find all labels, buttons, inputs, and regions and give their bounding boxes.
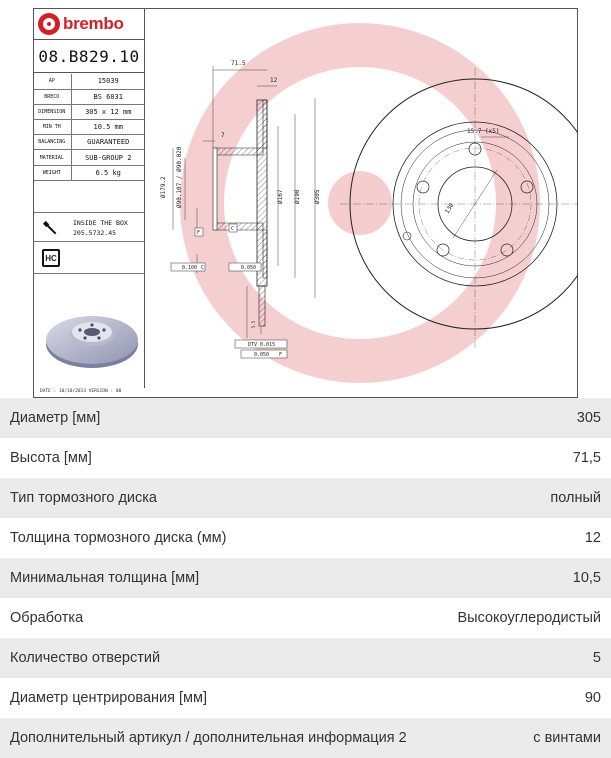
tol-a-ref: C	[201, 265, 205, 271]
dim-167: Ø167	[277, 189, 284, 204]
dim-thickness: 12	[270, 77, 278, 84]
spec-value: 12	[584, 530, 601, 546]
spec-table-value: SUB-GROUP 2	[71, 150, 145, 165]
spec-table-key: MIN TH	[33, 120, 71, 135]
date-version: DATE : 10/10/2013 VERSION : 00	[40, 389, 122, 394]
spec-label: Высота [мм]	[10, 450, 92, 466]
dim-offset: 7	[221, 132, 225, 139]
spec-label: Количество отверстий	[10, 650, 161, 666]
spec-row	[0, 518, 611, 558]
brand-name: brembo	[63, 13, 124, 33]
tol-c: 0.050	[254, 352, 270, 358]
spec-table-row	[33, 150, 145, 165]
spec-list	[0, 398, 611, 758]
spec-table-key: BRECO	[33, 89, 71, 104]
side-mark: 5.5	[251, 320, 256, 328]
spec-label: Тип тормозного диска	[10, 490, 157, 506]
watermark-logo	[202, 45, 518, 361]
spec-value: 90	[584, 690, 601, 706]
spec-label: Толщина тормозного диска (мм)	[10, 530, 227, 546]
bolt-holes-label: 15.7 (x5)	[467, 128, 500, 135]
tol-b: 0.050	[241, 265, 257, 271]
brembo-logo-icon	[38, 13, 60, 35]
spec-table-key: MATERIAL	[33, 150, 71, 165]
dim-190: Ø190	[294, 189, 301, 204]
spec-row	[0, 678, 611, 718]
spec-table-value: 6.5 kg	[71, 165, 145, 180]
spec-label: Дополнительный артикул / дополнительная информация 2	[10, 730, 407, 746]
spec-table-key: WEIGHT	[33, 165, 71, 180]
part-number: 08.B829.10	[33, 41, 145, 73]
spec-value: 10,5	[572, 570, 601, 586]
spec-table-key: DIMENSION	[33, 104, 71, 119]
spec-table-row	[33, 104, 145, 119]
spec-table-value: BS 6031	[71, 89, 145, 104]
spec-label: Минимальная толщина [мм]	[10, 570, 200, 586]
datum-f: F	[197, 230, 201, 236]
dim-height: 71.5	[231, 60, 246, 67]
spec-table-value: 15039	[71, 74, 145, 89]
spec-value: 71,5	[572, 450, 601, 466]
spec-table-row	[33, 135, 145, 150]
spec-label: Обработка	[10, 610, 84, 626]
bolt-icon	[41, 219, 59, 237]
tol-c-ref: F	[279, 352, 283, 358]
dim-center-bore: Ø90.107 / Ø90.020	[176, 146, 183, 208]
spec-label: Диаметр [мм]	[10, 410, 101, 426]
spec-table-value: GUARANTEED	[71, 135, 145, 150]
brand-logo	[33, 8, 145, 40]
spec-row	[0, 438, 611, 478]
spec-row	[0, 638, 611, 678]
hc-icon: HC	[42, 249, 60, 267]
spec-table-value: 10.5 mm	[71, 120, 145, 135]
spec-row	[0, 558, 611, 598]
spec-table-key: BALANCING	[33, 135, 71, 150]
spec-table-value: 305 x 12 mm	[71, 104, 145, 119]
spec-table	[33, 74, 145, 181]
spec-value: Высокоуглеродистый	[457, 610, 601, 626]
spec-row	[0, 718, 611, 758]
dim-305: Ø305	[314, 189, 321, 204]
spec-value: с винтами	[533, 730, 601, 746]
datum-c: C	[231, 226, 235, 232]
spec-table-row	[33, 120, 145, 135]
spec-value: 305	[576, 410, 601, 426]
spec-label: Диаметр центрирования [мм]	[10, 690, 208, 706]
pcd-label: 130	[443, 202, 456, 216]
inside-box-text	[73, 218, 128, 238]
spec-row	[0, 398, 611, 438]
spec-row	[0, 478, 611, 518]
spec-value: полный	[550, 490, 601, 506]
spec-table-key: AP	[33, 74, 71, 89]
disc-drawing	[145, 8, 578, 398]
spec-table-row	[33, 74, 145, 89]
inside-box-line2: 205.5732.45	[73, 229, 117, 237]
brake-disc-photo	[40, 306, 140, 376]
dim-hub: Ø179.2	[160, 176, 167, 198]
spec-row	[0, 598, 611, 638]
dtv-value: DTV 0.015	[248, 342, 276, 348]
hc-row	[33, 242, 145, 274]
inside-box-line1: INSIDE THE BOX	[73, 219, 128, 227]
spec-table-row	[33, 165, 145, 180]
spec-table-row	[33, 89, 145, 104]
tol-a: 0.100	[182, 265, 198, 271]
inside-box-row	[33, 212, 145, 242]
spec-value: 5	[592, 650, 601, 666]
